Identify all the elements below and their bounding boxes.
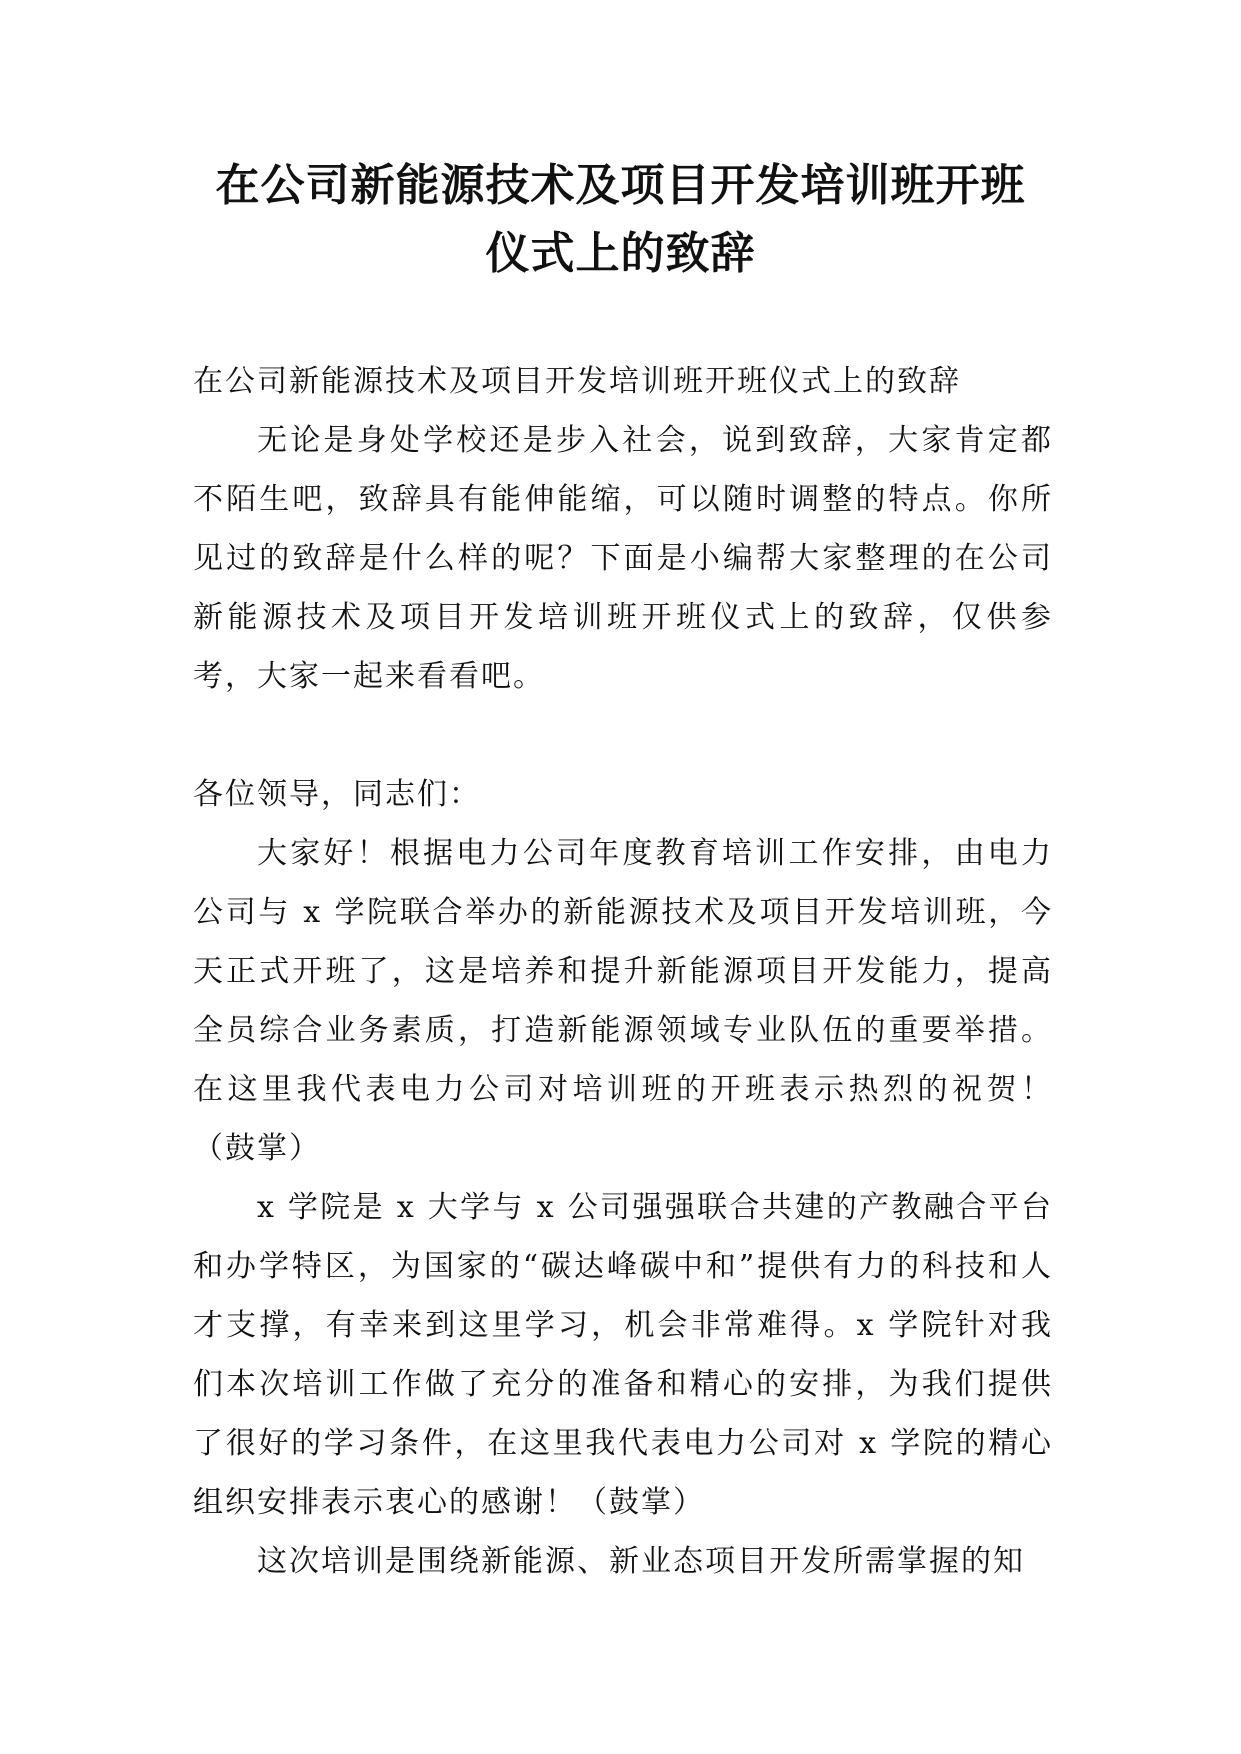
title-line-1: 在公司新能源技术及项目开发培训班开班	[215, 160, 1026, 211]
document-title	[150, 152, 1091, 288]
subtitle-line: 在公司新能源技术及项目开发培训班开班仪式上的致辞	[193, 364, 961, 399]
body-paragraph-1: 大家好！根据电力公司年度教育培训工作安排，由电力公司与 x 学院联合举办的新能源技术及项目开发培训班，今天正式开班了，这是培养和提升新能源项目开发能力，提高全员综合业务素质，打造新能源领域专业队伍的重要举措。在这里我代表电力公司对培训班的开班表示热烈的祝贺！（鼓掌）	[193, 836, 1053, 1166]
title-line-2: 仪式上的致辞	[485, 228, 756, 279]
salutation: 各位领导，同志们：	[193, 777, 481, 812]
intro-paragraph: 无论是身处学校还是步入社会，说到致辞，大家肯定都不陌生吧，致辞具有能伸能缩，可以随时调整的特点。你所见过的致辞是什么样的呢？下面是小编帮大家整理的在公司新能源技术及项目开发培训班开班仪式上的致辞，仅供参考，大家一起来看看吧。	[193, 423, 1053, 694]
body-paragraph-3: 这次培训是围绕新能源、新业态项目开发所需掌握的知	[257, 1544, 1025, 1579]
document-body	[193, 352, 1053, 1591]
body-paragraph-2: x 学院是 x 大学与 x 公司强强联合共建的产教融合平台和办学特区，为国家的“碳达峰碳中和”提供有力的科技和人才支撑，有幸来到这里学习，机会非常难得。x 学院针对我们本次培训工作做了充分的准备和精心的安排，为我们提供了很好的学习条件，在这里我代表电力公司对 x 学院的精心组织安排表示衷心的感谢！（鼓掌）	[193, 1190, 1053, 1520]
paragraph-gap	[193, 706, 1053, 765]
